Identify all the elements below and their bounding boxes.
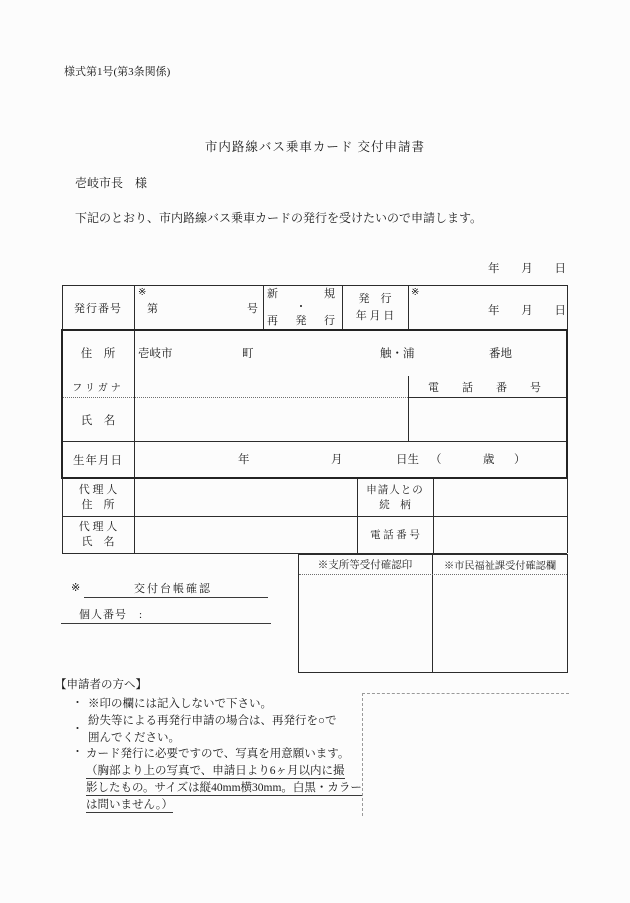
personal-number-label: 個人番号 :	[79, 609, 144, 621]
welfare-stamp-header: ※市民福祉課受付確認欄	[443, 560, 557, 572]
proxy-address-label	[62, 479, 134, 516]
branch-stamp-header: ※支所等受付確認印	[317, 559, 413, 571]
issue-type-reissue-label: 再発行	[267, 315, 335, 327]
header-col4-line	[408, 285, 409, 330]
date-year-label: 年	[488, 263, 500, 275]
issue-date-label-line2: 年 月 日	[355, 309, 395, 322]
birth-month-label: 月	[331, 454, 343, 466]
relationship-label-line2: 続 柄	[379, 499, 411, 511]
issue-date-day-label: 日	[554, 305, 566, 317]
issue-date-month-label: 月	[521, 305, 533, 317]
issue-number-prefix: 第	[147, 303, 158, 315]
issue-number-note-mark: ※	[138, 287, 147, 298]
form-number: 様式第1号(第3条関係)	[64, 66, 171, 78]
note1-bullet: ・	[72, 697, 83, 709]
birth-paren-close: ）	[514, 454, 526, 466]
proxy-row-divider-line	[62, 516, 567, 517]
intro-sentence: 下記のとおり、市内路線バス乗車カードの発行を受けたいので申請します。	[75, 211, 483, 225]
issue-number-suffix: 号	[247, 303, 258, 315]
note3-line1: カード発行に必要ですので、写真を用意願います。	[86, 748, 350, 760]
phone-label: 電 話 番 号	[428, 381, 547, 394]
application-date-line	[488, 261, 566, 275]
issue-date-note-mark: ※	[411, 287, 420, 298]
note3-underlined-line1	[86, 763, 362, 780]
ledger-confirmation-label: 交付台帳確認	[134, 583, 212, 595]
issue-type-new-label: 新規	[267, 288, 335, 300]
proxy-address-label-line2: 住 所	[81, 498, 115, 511]
stamp-box-header-dotted-line	[299, 574, 567, 575]
photo-attachment-dashed-box	[362, 693, 569, 816]
proxy-name-label-line1: 代 理 人	[78, 520, 118, 533]
ledger-note-mark: ※	[71, 582, 81, 594]
table-right-line	[567, 285, 568, 553]
note3-underlined-line2	[86, 780, 362, 797]
address-town-suffix: 町	[242, 348, 254, 360]
note3-underlined-line3	[86, 797, 362, 814]
furigana-label: フリガナ	[72, 383, 124, 394]
name-row-bottom-line	[62, 441, 567, 442]
relationship-label-line1: 申請人との	[366, 484, 424, 496]
proxy-name-label-line2: 氏 名	[81, 535, 115, 548]
note1-text: ※印の欄には記入しないで下さい。	[88, 698, 272, 710]
issue-date-label-line1: 発 行	[358, 292, 392, 305]
birth-day-born-label: 日生	[396, 454, 419, 466]
birth-age-label: 歳	[483, 454, 495, 466]
birth-paren-open: （	[430, 454, 442, 466]
name-label: 氏 名	[80, 414, 116, 427]
note3-u1-text: （胸部より上の写真で、申請日より6ヶ月以内に撮	[86, 765, 345, 777]
note3-u3-text: は問いません。）	[86, 799, 173, 811]
issue-number-label: 発行番号	[74, 302, 122, 315]
address-fure-ura-suffix: 触・浦	[380, 348, 415, 360]
address-city: 壱岐市	[138, 348, 173, 360]
birth-year-label: 年	[238, 454, 250, 466]
issue-date-label-cell	[342, 290, 408, 325]
note2-line2: 囲んでください。	[88, 732, 180, 744]
note3-u2-text: 影したもの。サイズは縦40mm横30mm。白黒・カラー	[86, 782, 362, 794]
address-banchi-suffix: 番地	[489, 348, 512, 360]
phone-header-bottom-line	[408, 397, 567, 398]
note2-line1: 紛失等による再発行申請の場合は、再発行を○で	[88, 715, 337, 727]
address-label: 住 所	[80, 348, 116, 360]
header-col2-line	[263, 285, 264, 330]
issue-type-dot: ・	[295, 301, 307, 313]
notes-heading: 【申請者の方へ】	[55, 679, 147, 691]
issue-date-year-label: 年	[488, 305, 500, 317]
proxy-value-col-line	[433, 478, 434, 553]
date-month-label: 月	[521, 263, 533, 275]
label-column-line	[134, 285, 135, 553]
note2-bullet: ・	[72, 723, 83, 735]
proxy-name-label	[62, 516, 134, 553]
note3-bullet: ・	[72, 746, 83, 758]
page-title: 市内路線バス乗車カード 交付申請書	[204, 140, 426, 154]
birth-label: 生年月日	[73, 454, 123, 467]
proxy-phone-label: 電 話 番 号	[370, 530, 420, 541]
relationship-label	[357, 479, 433, 516]
date-day-label: 日	[554, 263, 566, 275]
table-top-line	[62, 285, 567, 286]
addressee: 壱岐市長 様	[75, 176, 148, 190]
issue-type-cell	[267, 287, 335, 328]
proxy-address-label-line1: 代 理 人	[78, 483, 118, 496]
issue-date-ymd	[488, 303, 566, 317]
personal-number-underline	[61, 623, 271, 624]
ledger-underline	[84, 597, 268, 598]
